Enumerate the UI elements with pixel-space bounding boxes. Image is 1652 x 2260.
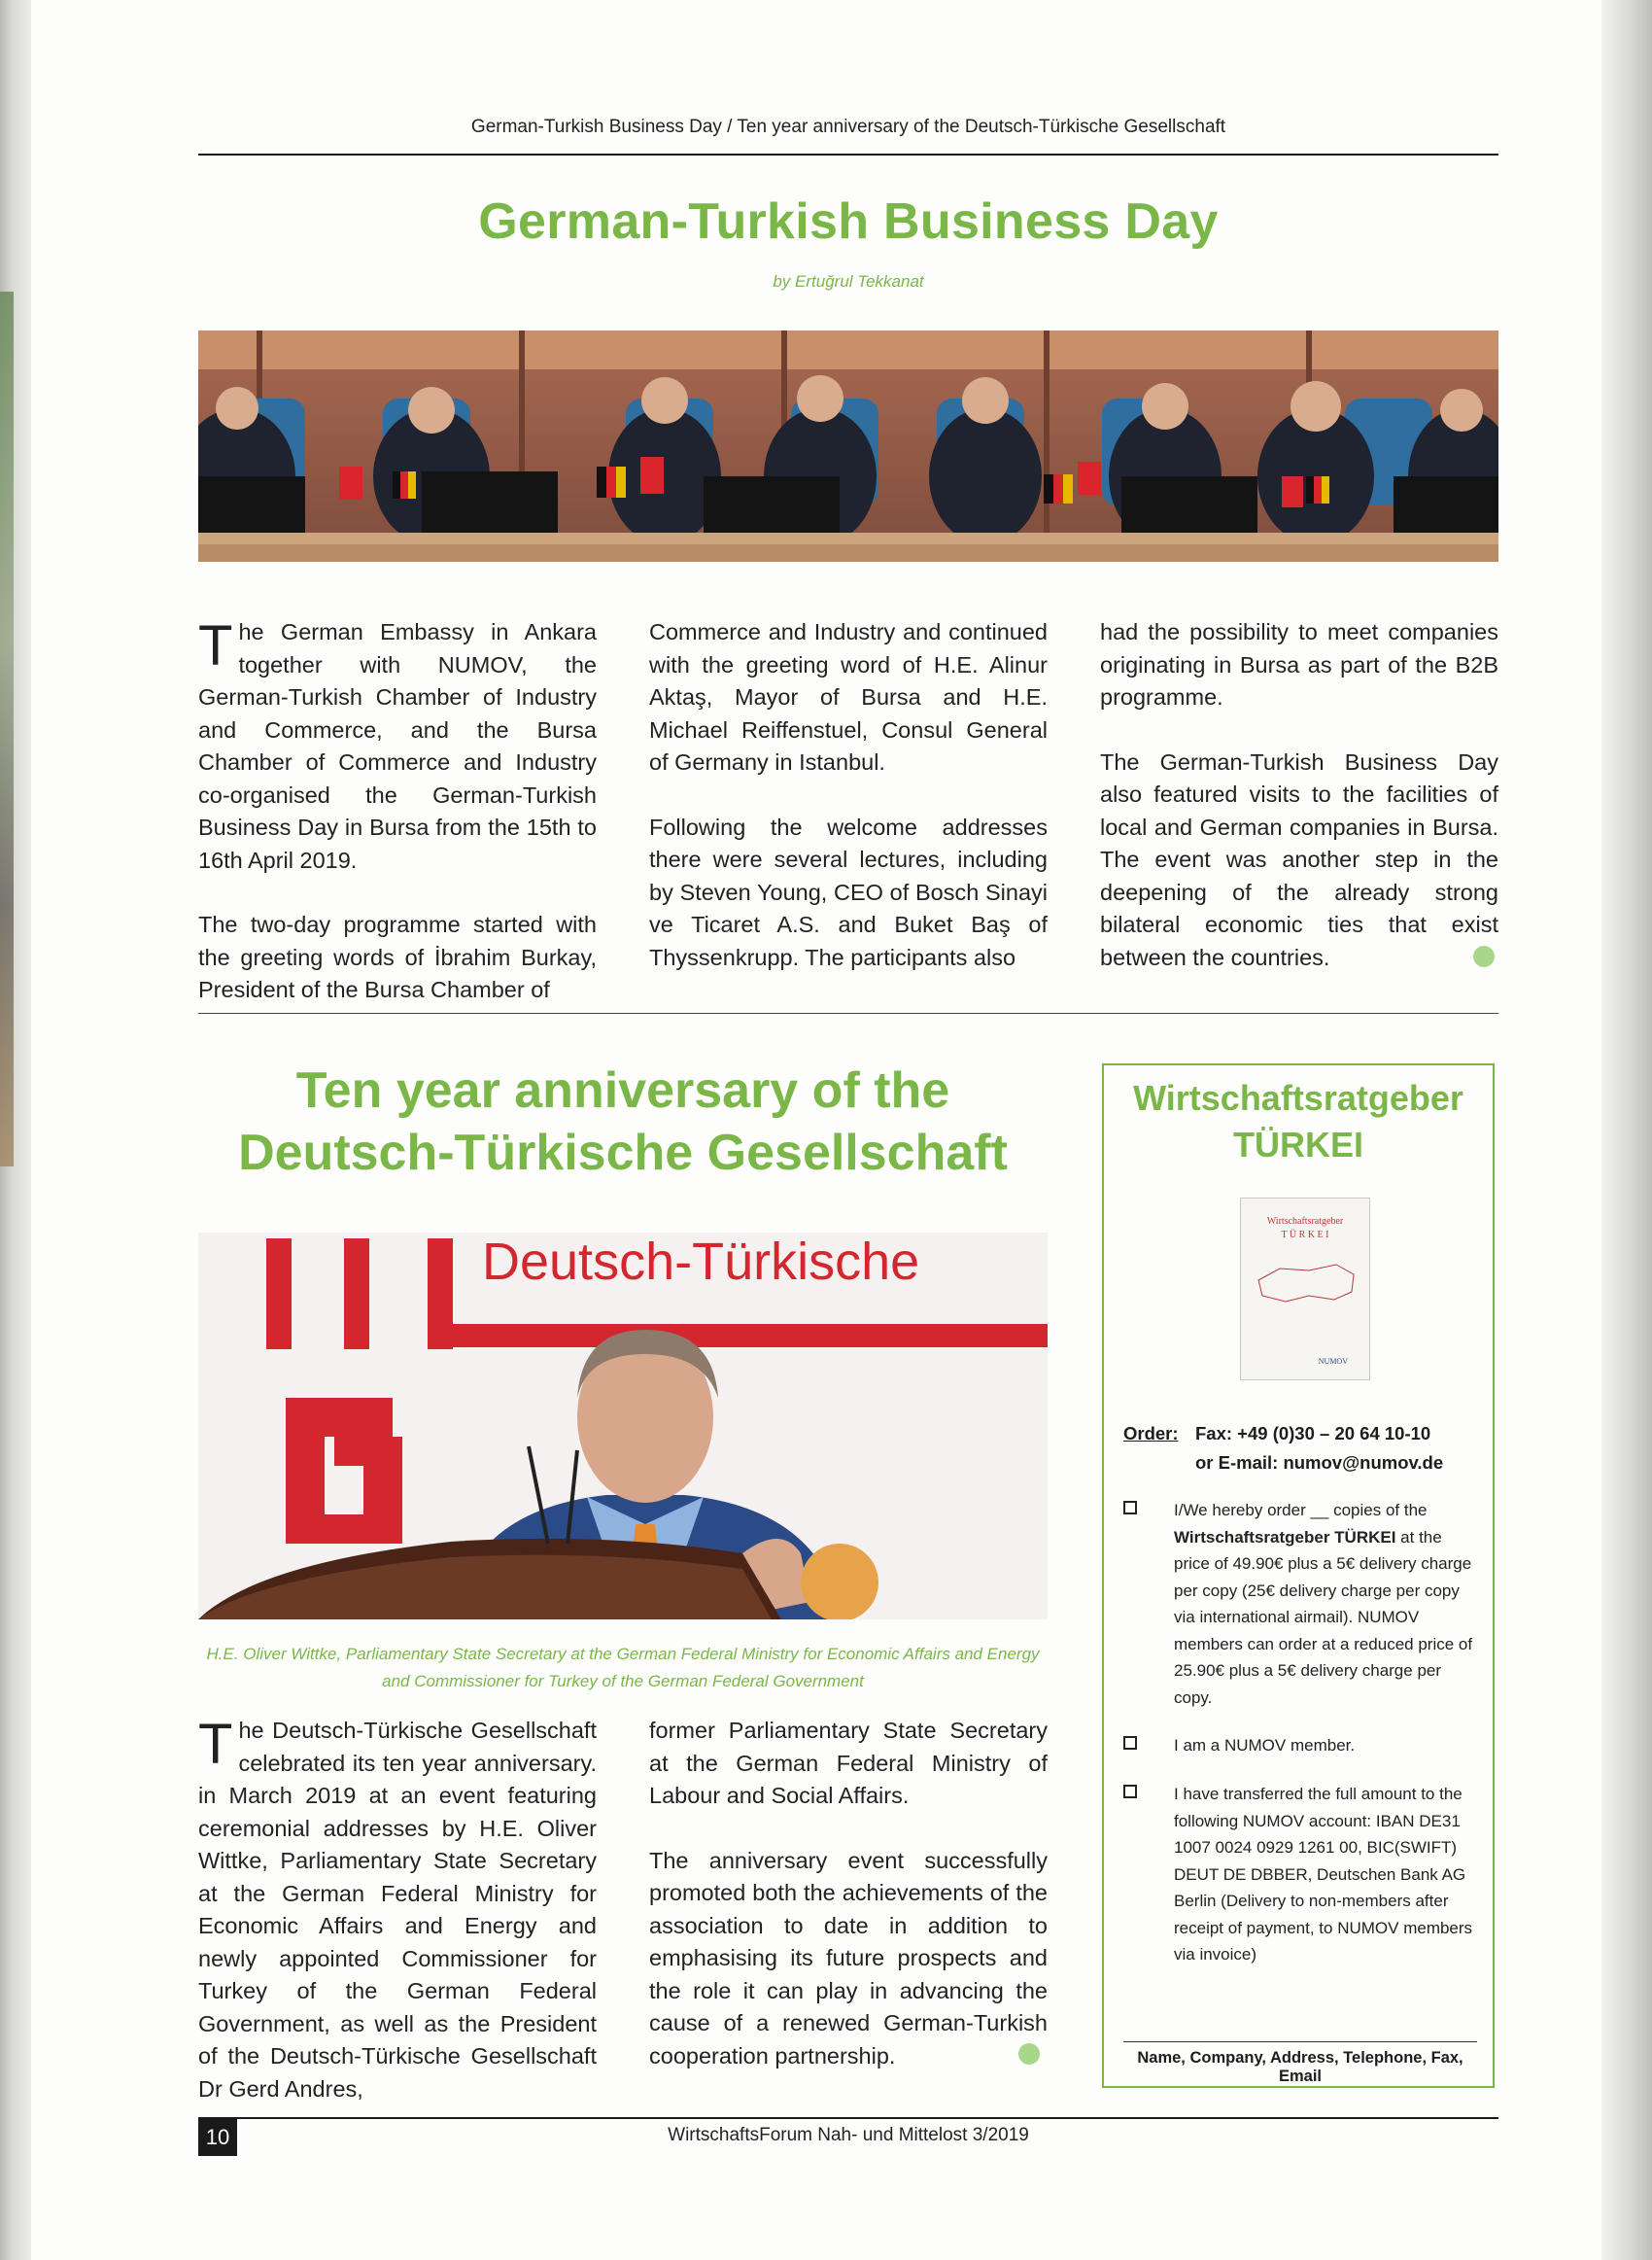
article1-column-3 — [1100, 616, 1498, 1006]
article1-col1-paragraph-2: The two-day programme started with the greeting words of İbrahim Burkay, President of the Bursa Chamber of — [198, 912, 597, 1002]
order-option-copies[interactable]: I/We hereby order __ copies of the Wirtschaftsratgeber TÜRKEI at the price of 49.90€ plus a 5€ delivery charge per copy (25€ delivery charge per copy via international airmail). NUMOV members can order at a reduced price of 25.90€ plus a 5€ delivery charge per copy. — [1123, 1497, 1481, 1711]
order-fax: Fax: +49 (0)30 – 20 64 10-10 — [1195, 1423, 1431, 1443]
article1-col2-paragraph-2: Following the welcome addresses there were several lectures, including by Steven Young, CEO of Bosch Sinayi ve Ticaret A.S. and Buket Baş of Thyssenkrupp. The participants also — [649, 814, 1048, 970]
order-option-transfer[interactable]: I have transferred the full amount to the following NUMOV account: IBAN DE31 1007 0024 0929 1261 00, BIC(SWIFT) DEUT DE DBBER, Deutschen Bank AG Berlin (Delivery to non-members after receipt of payment, to NUMOV members via invoice) — [1123, 1781, 1481, 1968]
book-title: Wirtschaftsratgeber — [1266, 1216, 1344, 1227]
article1-col3-paragraph-1: had the possibility to meet companies originating in Bursa as part of the B2B programme. — [1100, 619, 1498, 710]
checkbox[interactable] — [1123, 1501, 1137, 1514]
form-fields-label: Name, Company, Address, Telephone, Fax, Email — [1137, 2049, 1463, 2085]
book-subtitle: T Ü R K E I — [1281, 1230, 1329, 1240]
article1-column-1 — [198, 616, 597, 1039]
banner-text: Deutsch-Türkische — [482, 1233, 920, 1291]
sidebar-title-line-2: TÜRKEI — [1233, 1125, 1363, 1165]
checkbox[interactable] — [1123, 1785, 1137, 1798]
article1-title: German-Turkish Business Day — [478, 193, 1219, 250]
sidebar-title-line-1: Wirtschaftsratgeber — [1133, 1078, 1463, 1118]
order-form-box — [1102, 1063, 1495, 2088]
order-contact — [1123, 1419, 1443, 1478]
article2-column-2 — [649, 1715, 1048, 2104]
article1-end-mark — [1473, 946, 1495, 967]
article2-column-1 — [198, 1715, 597, 2138]
adjacent-page-edge — [0, 0, 31, 2260]
book-cover-image — [1240, 1198, 1370, 1380]
checkbox[interactable] — [1123, 1736, 1137, 1750]
order-label: Order: — [1123, 1423, 1179, 1443]
footer-rule — [198, 2117, 1498, 2119]
publication-name: WirtschaftsForum Nah- und Mittelost 3/2019 — [668, 2125, 1029, 2145]
photo-caption — [198, 1641, 1048, 1695]
book-publisher: NUMOV — [1318, 1357, 1348, 1366]
article1-column-2 — [649, 616, 1048, 1006]
running-head: German-Turkish Business Day / Ten year anniversary of the Deutsch-Türkische Gesellschaft — [470, 117, 1226, 137]
article2-col2-paragraph-2: The anniversary event successfully promoted both the achievements of the association to date in addition to emphasising its future prospects and the role it can play in advancing the cause of a renewed German-Turkish cooperation partnership. — [649, 1847, 1048, 2069]
article2-col2-paragraph-1: former Parliamentary State Secretary at the German Federal Ministry of Labour and Social Affairs. — [649, 1718, 1048, 1808]
article1-col3-paragraph-2: The German-Turkish Business Day also featured visits to the facilities of local and German companies in Bursa. The event was another step in the deepening of the already strong bilateral economic ties that exist between the countries. — [1100, 748, 1498, 970]
article2-title-line-1: Ten year anniversary of the — [295, 1062, 950, 1119]
article2-col1-paragraph-1: he Deutsch-Türkische Gesellschaft celebrated its ten year anniversary. in March 2019 at an event featuring ceremonial addresses by H.E. Oliver Wittke, Parliamentary State Secretary at the German Federal Ministry for Economic Affairs and Energy and newly appointed Commissioner for Turkey of the German Federal Government, as well as the President of the Deutsch-Türkische Gesellschaft Dr Gerd Andres, — [198, 1718, 597, 2102]
panel-photo — [198, 330, 1498, 562]
caption-line-1: H.E. Oliver Wittke, Parliamentary State Secretary at the German Federal Ministry for Economic Affairs and Energy — [206, 1645, 1040, 1663]
section-divider — [198, 1013, 1498, 1014]
article2-title — [198, 1060, 1048, 1184]
article1-col1-paragraph-1: he German Embassy in Ankara together with NUMOV, the German-Turkish Chamber of Industry and Commerce, and the Bursa Chamber of Commerce and Industry co-organised the German-Turkish Business Day in Bursa from the 15th to 16th April 2019. — [198, 619, 597, 873]
order-option-member[interactable]: I am a NUMOV member. — [1123, 1732, 1481, 1759]
article2-end-mark — [1018, 2043, 1040, 2065]
article1-col2-paragraph-1: Commerce and Industry and continued with the greeting word of H.E. Alinur Aktaş, Mayor of Bursa and H.E. Michael Reiffenstuel, Consul General of Germany in Istanbul. — [649, 619, 1048, 775]
header-rule — [198, 154, 1498, 156]
page-gutter-shadow — [1601, 0, 1652, 2260]
speaker-photo — [198, 1233, 1048, 1619]
book-name: Wirtschaftsratgeber TÜRKEI — [1174, 1527, 1396, 1547]
caption-line-2: and Commissioner for Turkey of the German Federal Government — [382, 1672, 864, 1690]
order-email: or E-mail: numov@numov.de — [1195, 1452, 1444, 1473]
article2-title-line-2: Deutsch-Türkische Gesellschaft — [238, 1125, 1008, 1181]
page-number: 10 — [198, 2119, 237, 2156]
form-signature-line — [1123, 2041, 1477, 2042]
article1-byline: by Ertuğrul Tekkanat — [773, 272, 924, 291]
sidebar-title — [1104, 1075, 1493, 1168]
dropcap: T — [198, 1713, 233, 1776]
dropcap: T — [198, 614, 233, 678]
